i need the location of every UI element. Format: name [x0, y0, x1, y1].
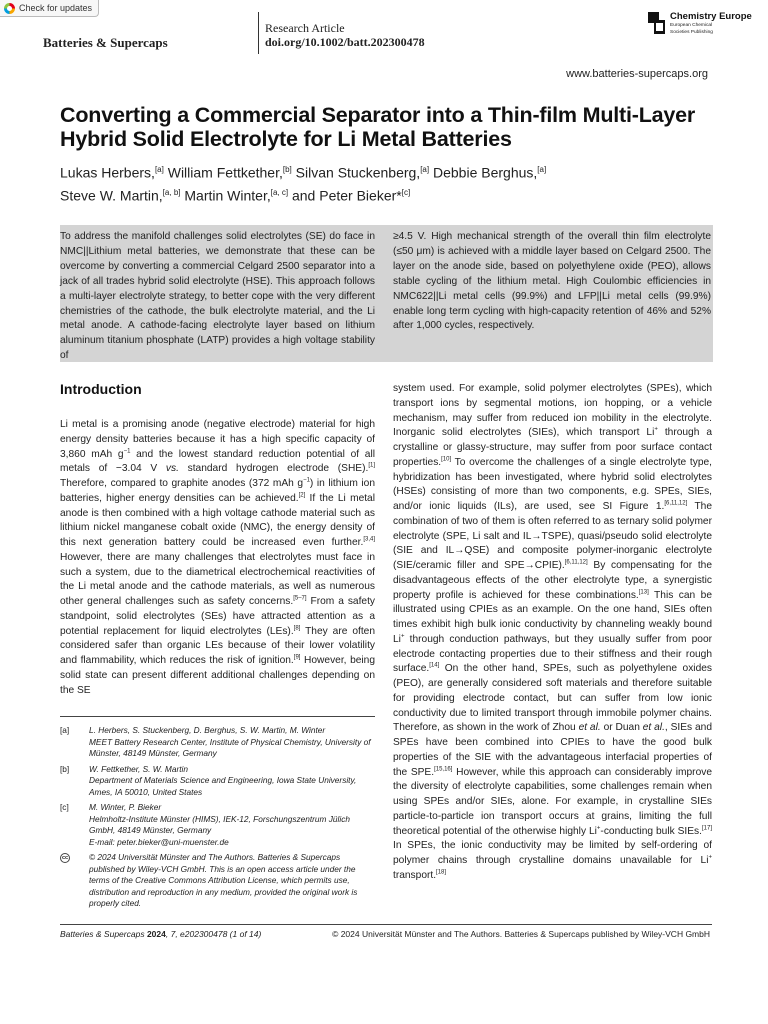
body-text: In SPEs, the ionic conductivity may be limited by self-ordering of polymer chains through crystalline domains unavailable for Li — [393, 840, 712, 866]
superscript: + — [596, 825, 601, 832]
body-text: and the lowest standard reduction potential of all metals of −3.04 V — [60, 448, 375, 475]
footer-volume: , 7, e202300478 (1 of 14) — [165, 929, 262, 939]
citation-ref[interactable]: [6,11,12] — [664, 500, 688, 507]
superscript: + — [708, 854, 712, 861]
body-text: However, being solid state can present different additional challenges depending on the SE — [60, 655, 375, 696]
citation-ref[interactable]: [13] — [638, 589, 649, 596]
publisher-name: Chemistry Europe — [670, 11, 752, 22]
footer-citation — [60, 929, 261, 939]
superscript: + — [654, 426, 658, 433]
affiliation-a — [60, 725, 375, 760]
body-text: system used. For example, solid polymer electrolytes (SPEs), which transport ions by segmental motions, ion hopping, or a vehicle mechanism, may suffer from reduced ion mobility in the electrolyte. Inorganic solid electrolytes (SIEs), which transport Li — [393, 383, 712, 439]
superscript: + — [400, 633, 405, 640]
article-type: Research Article — [265, 21, 345, 35]
author-affiliation-marker: [a] — [154, 165, 164, 174]
citation-ref[interactable]: [5–7] — [293, 595, 307, 602]
article-title: Converting a Commercial Separator into a Thin-film Multi-Layer Hybrid Solid Electrolyte for Li Metal Batteries — [60, 103, 696, 151]
italic-text: et al. — [578, 722, 601, 734]
publisher-logo — [648, 12, 752, 36]
affiliation-marker: [a] — [60, 725, 70, 735]
abstract-right-column: ≥4.5 V. High mechanical strength of the overall thin film electrolyte (≤50 μm) is achieved with a middle layer based on Celgard 2500. The layer on the anode side, based on polyethylene oxide (PEO), allows stable cycling of the lithium metal. High Coulombic efficiencies in NMC622||Li metal cells (99.9%) and LFP||Li metal cells (99.9%) enable long term cycling with high-capacity retention of 46% and 52% after 1,000 cycles, respectively. — [393, 231, 711, 332]
citation-ref[interactable]: [14] — [429, 662, 440, 669]
body-text: The combination of two of them is often referred to as ternary solid polymer electrolyte (SPE, Li salt and IL→TSPE), quasi/pseudo solid electrolyte (SIE and IL→QSE) and composite polymer-inorganic electrolyte (SIE/ceramic filler and SPE→CPIE). — [393, 501, 713, 571]
body-text: standard hydrogen electrode (SHE). — [178, 463, 369, 475]
journal-name: Batteries & Supercaps — [43, 35, 168, 50]
author-name: and Peter Bieker* — [291, 187, 402, 204]
footer-year: 2024 — [146, 929, 166, 939]
superscript: −1 — [303, 477, 310, 484]
author-name: Debbie Berghus, — [433, 164, 538, 181]
body-text: ) in lithium ion batteries, higher energy densities can be achieved. — [60, 478, 375, 504]
doi-link[interactable]: doi.org/10.1002/batt.202300478 — [265, 35, 425, 49]
body-text: However, while this approach can considerably improve the diversity of electrolyte capabilities, some challenges remain when using SPEs and/or SIEs, alone. For example, in crystalline SIEs particle-to-particle ion transport occurs at grains, limiting the full theoretical potential of the otherwise highly Li — [393, 766, 712, 837]
affiliation-c — [60, 802, 375, 848]
superscript: −1 — [123, 448, 131, 455]
body-text: From a safety standpoint, solid electrolytes (SEs) have attracted attention as a potential replacement for liquid electrolytes (LEs). — [60, 596, 376, 637]
author-name: William Fettkether, — [167, 164, 283, 181]
body-text: through a crystalline or glassy-structure, may suffer from poor surface contact properties. — [393, 427, 712, 468]
affiliation-names: L. Herbers, S. Stuckenberg, D. Berghus, S. W. Martin, M. Winter — [89, 725, 326, 735]
footer-divider — [60, 924, 712, 925]
body-text: -conducting bulk SIEs. — [600, 825, 702, 837]
affiliation-footnotes — [60, 725, 375, 914]
affiliation-names: W. Fettkether, S. W. Martin — [89, 763, 188, 774]
author-affiliation-marker: [b] — [282, 165, 292, 174]
citation-ref[interactable]: [3,4] — [363, 536, 375, 543]
author-name: Lukas Herbers, — [60, 164, 155, 181]
body-text: They are often considered safer than organic LEs because of their lower volatility and flammability, which reduces the risk of ignition. — [60, 625, 375, 666]
author-name: Martin Winter, — [184, 187, 271, 204]
body-text: , SIEs and SPEs have been combined into CPIEs to have the good bulk properties of the SIE with the advantageous interfacial properties of the SPE. — [393, 722, 713, 778]
author-affiliation-marker: [a, b] — [162, 187, 181, 197]
body-text: If the Li metal anode is then combined with a high voltage cathode material such as lithium nickel manganese cobalt oxide (NMC), the energy density of this next generation battery could be increased even further. — [60, 492, 375, 548]
affiliation-names: M. Winter, P. Bieker — [89, 802, 162, 812]
author-list — [60, 160, 720, 205]
body-text: or Duan — [600, 722, 643, 734]
publisher-tagline-2: Societies Publishing — [670, 29, 713, 35]
intro-left-column — [60, 418, 375, 698]
body-text: Li metal is a promising anode (negative electrode) material for high energy density batteries because it has a high specific capacity of 3,860 mAh g — [60, 419, 375, 460]
citation-ref[interactable]: [15,16] — [434, 766, 453, 773]
author-affiliation-marker: [a] — [537, 165, 547, 174]
body-text: By compensating for the disadvantageous effects of the other electrolyte type, a synergistic property profile is achieved for these combinations. — [393, 560, 712, 601]
license-note — [60, 852, 375, 910]
affiliation-marker: [c] — [60, 802, 69, 812]
creative-commons-icon: cc — [61, 854, 69, 861]
affiliation-address: MEET Battery Research Center, Institute of Physical Chemistry, University of Münster, 48149 Münster, Germany — [89, 736, 371, 758]
footnote-divider — [60, 716, 375, 717]
author-affiliation-marker: [a] — [420, 165, 430, 174]
italic-text: vs. — [165, 463, 179, 475]
affiliation-address: Department of Materials Science and Engineering, Iowa State University, Ames, IA 50010, United States — [89, 775, 357, 797]
body-text: To overcome the challenges of a single electrolyte type, hybridization has been investigated, where hybrid solid electrolytes (HSEs) consisting of more than two components, e.g. SPEs, SIEs, and/or ionic liquids (ILs), are used, see SI Figure 1. — [393, 456, 712, 512]
footer-copyright: © 2024 Universität Münster and The Authors. Batteries & Supercaps published by Wiley-VCH GmbH — [332, 929, 710, 939]
check-for-updates-label: Check for updates — [19, 3, 93, 13]
header-divider — [258, 12, 259, 54]
author-affiliation-marker: [c] — [401, 187, 411, 197]
body-text: through conduction pathways, but they usually suffer from poor electrode contacting properties due to their stiffness and their rough surface. — [393, 633, 712, 675]
corresponding-email[interactable]: E-mail: peter.bieker@uni-muenster.de — [89, 836, 229, 847]
citation-ref[interactable]: [2] — [298, 492, 306, 499]
affiliation-b — [60, 764, 375, 799]
license-text: © 2024 Universität Münster and The Authors. Batteries & Supercaps published by Wiley-VCH GmbH. This is an open access article under the terms of the Creative Commons Attribution License, which permits use, distribution and reproduction in any medium, provided the original work is properly cited. — [89, 852, 358, 908]
italic-text: et al. — [642, 722, 665, 734]
body-text: transport. — [393, 869, 437, 881]
affiliation-address: Helmholtz-Institute Münster (HIMS), IEK-12, Forschungszentrum Jülich GmbH, 48149 Münster, Germany — [89, 813, 350, 835]
publisher-tagline-1: European Chemical — [670, 23, 713, 28]
intro-right-column — [393, 382, 712, 884]
author-affiliation-marker: [a, c] — [270, 187, 289, 197]
citation-ref[interactable]: [10] — [441, 456, 452, 463]
citation-ref[interactable]: [6,11,12] — [564, 559, 588, 566]
affiliation-marker: [b] — [60, 763, 70, 774]
body-text: However, there are many challenges that electrolytes must face in such a system, due to the diametrical electrochemical reactivities of the Li metal anode and the cathode materials, as well as numerous other general challenges such as safety concerns. — [60, 551, 375, 607]
journal-website-link[interactable]: www.batteries-supercaps.org — [566, 68, 708, 80]
body-text: This can be illustrated using CPIEs as an example. On the one hand, SIEs often times exhibit high bulk ionic conductivity by channeling weakly bound Li — [393, 589, 712, 645]
citation-ref[interactable]: [1] — [368, 462, 375, 469]
author-name: Steve W. Martin, — [60, 187, 163, 204]
citation-ref[interactable]: [8] — [293, 625, 301, 632]
author-name: Silvan Stuckenberg, — [295, 164, 421, 181]
crossmark-icon — [4, 3, 15, 14]
body-text: Therefore, compared to graphite anodes (372 mAh g — [60, 478, 304, 489]
abstract-box — [60, 225, 713, 362]
abstract-left-column: To address the manifold challenges solid electrolytes (SE) do face in NMC||Lithium metal batteries, we demonstrate that these can be overcome by converting a commercial Celgard 2500 separator into a jack of all trades hybrid solid electrolyte (HSE). This approach follows a multi-layer electrolyte strategy, to better cope with the very different chemistries of the cathode, the bulk electrolyte material, and the Li metal anode. A cathode-facing electrolyte layer based on lithium aluminum titanium phosphate (LATP) provides a high voltage stability of — [60, 231, 375, 362]
chemistry-europe-logo-icon — [648, 12, 665, 36]
citation-ref[interactable]: [17] — [701, 825, 712, 832]
section-heading-introduction: Introduction — [60, 381, 142, 397]
citation-ref[interactable]: [9] — [293, 654, 301, 661]
check-for-updates-button[interactable] — [0, 0, 99, 17]
citation-ref[interactable]: [18] — [436, 869, 447, 876]
body-text: On the other hand, SPEs, such as polyethylene oxides (PEO), are generally considered soft materials and therefore suitable for providing electrode contact, but can suffer from low ionic conductivity due to limited transport through immobile polymer chains. Therefore, as shown in the work of Zhou — [393, 663, 712, 734]
footer-journal: Batteries & Supercaps — [60, 929, 145, 939]
